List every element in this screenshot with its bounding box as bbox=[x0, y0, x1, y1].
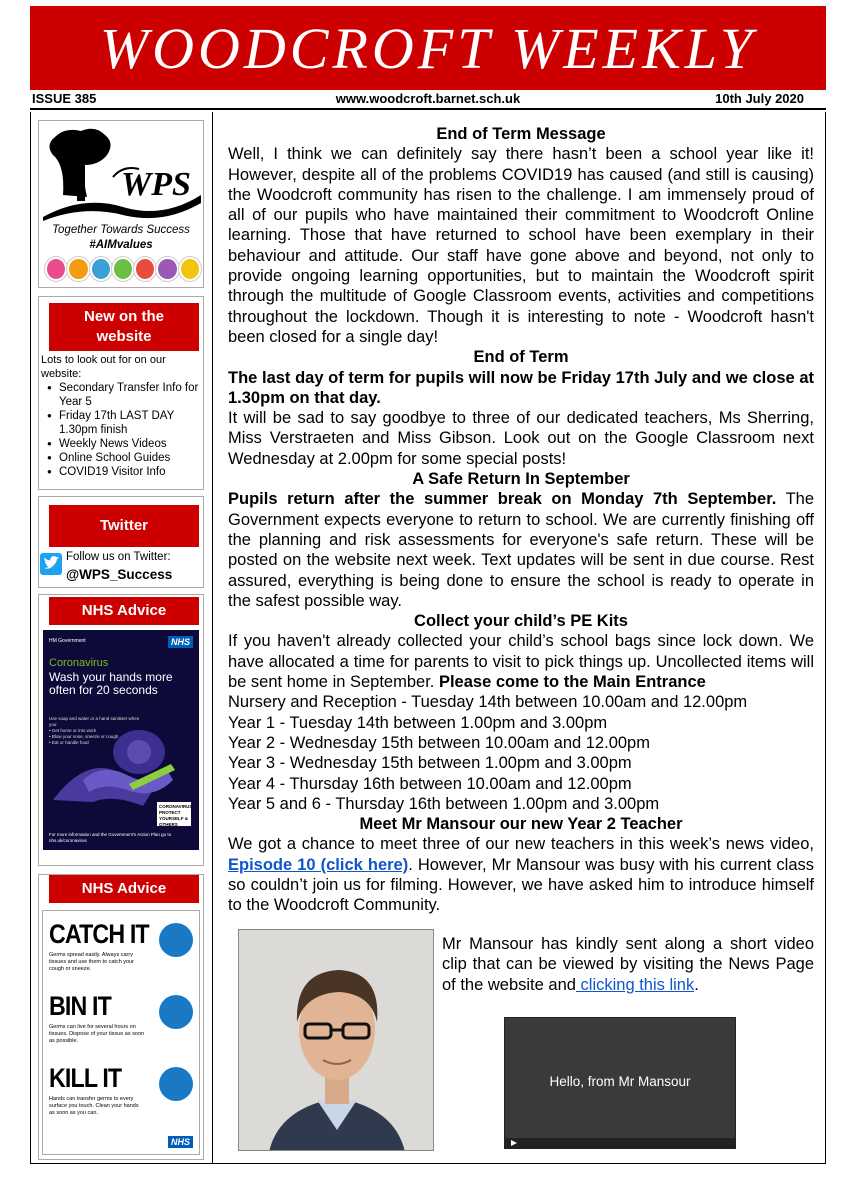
video-blurb bbox=[442, 934, 814, 995]
poster-tip: • Get home or into work bbox=[49, 728, 97, 733]
schedule-line: Year 2 - Wednesday 15th between 10.00am and 12.00pm bbox=[228, 733, 650, 752]
return-date-notice: Pupils return after the summer break on Monday 7th September. bbox=[228, 490, 777, 509]
masthead bbox=[30, 6, 826, 90]
end-of-term-heading: End of Term bbox=[473, 348, 569, 367]
wash-hands-poster bbox=[43, 630, 199, 850]
school-logo bbox=[43, 125, 201, 221]
new-on-website-box bbox=[38, 296, 204, 490]
video-blurb-text: Mr Mansour has kindly sent along a short video clip that can be viewed by visiting the News Page of the website and bbox=[442, 935, 814, 994]
list-item: ● Friday 17th LAST DAY 1.30pm finish bbox=[47, 409, 201, 437]
twitter-handle[interactable]: @WPS_Success bbox=[66, 567, 173, 582]
last-day-notice: The last day of term for pupils will now be Friday 17th July and we close at 1.30pm on that day. bbox=[228, 368, 814, 407]
kill-it-title: KILL IT bbox=[49, 1063, 122, 1093]
issue-bar bbox=[30, 90, 826, 110]
safe-return-text: The Government expects everyone to return to school. We are currently finishing off the planning and risk assessments for everyone's safe return. These will be posted on the website next week. Text updates will be sent in due course. Rest assured, everything is being done to ensure the school is ready to operate in the safest possible way. bbox=[228, 490, 815, 610]
nhs-advice-box-2 bbox=[38, 874, 204, 1160]
nhs-logo: NHS bbox=[168, 1136, 193, 1148]
protect-yourself-badge: CORONAVIRUS PROTECT YOURSELF & OTHERS bbox=[159, 804, 193, 827]
list-item: ● COVID19 Visitor Info bbox=[47, 465, 201, 479]
video-blurb-end: . bbox=[694, 975, 699, 994]
values-badges bbox=[45, 257, 201, 285]
schedule-line: Nursery and Reception - Tuesday 14th between 10.00am and 12.00pm bbox=[228, 693, 748, 712]
issue-number: ISSUE 385 bbox=[32, 91, 97, 106]
twitter-follow-text: Follow us on Twitter: bbox=[66, 551, 171, 563]
collection-schedule bbox=[228, 692, 814, 814]
nhs-advice-heading-2: NHS Advice bbox=[49, 875, 199, 903]
poster-title: Coronavirus bbox=[49, 657, 109, 669]
poster-tip: • Eat or handle food bbox=[49, 740, 89, 745]
poster-slogan: Wash your hands more often for 20 seconds bbox=[49, 670, 173, 697]
hand-wash-icon bbox=[159, 1067, 193, 1101]
nhs-advice-box bbox=[38, 594, 204, 866]
list-item: ● Online School Guides bbox=[47, 451, 201, 465]
end-of-term-text: It will be sad to say goodbye to three of our dedicated teachers, Ms Sherring, Miss Verstraeten and Miss Gibson. Look out on the Google Classroom next Wednesday at 2.00pm for some special posts! bbox=[228, 409, 814, 468]
episode-10-link[interactable]: Episode 10 (click here) bbox=[228, 855, 409, 874]
end-of-term-message-heading: End of Term Message bbox=[436, 125, 606, 143]
website-intro: Lots to look out for on our website: bbox=[41, 354, 166, 380]
bin-it-row bbox=[49, 991, 195, 1061]
mansour-text-before: We got a chance to meet three of our new teachers in this week’s news video, bbox=[228, 835, 814, 854]
value-badge-icon bbox=[90, 257, 112, 281]
video-controls[interactable] bbox=[505, 1138, 735, 1148]
clicking-this-link[interactable]: clicking this link bbox=[575, 975, 695, 994]
bin-icon bbox=[159, 995, 193, 1029]
poster-tip: Use soap and water or a hand sanitiser when you: bbox=[49, 716, 140, 727]
poster-tips bbox=[49, 716, 149, 746]
nhs-logo: NHS bbox=[168, 636, 193, 648]
list-item: ● Secondary Transfer Info for Year 5 bbox=[47, 381, 201, 409]
school-tagline: Together Towards Success bbox=[52, 224, 190, 236]
schedule-line: Year 3 - Wednesday 15th between 1.00pm and 3.00pm bbox=[228, 754, 632, 773]
video-caption: Hello, from Mr Mansour bbox=[549, 1074, 691, 1089]
twitter-bird-icon[interactable] bbox=[40, 553, 62, 575]
twitter-heading: Twitter bbox=[49, 505, 199, 547]
poster-tip: • Blow your nose, sneeze or cough bbox=[49, 734, 119, 739]
play-icon[interactable] bbox=[511, 1140, 517, 1146]
pe-kits-text: If you haven't already collected your child’s school bags since lock down. We have allocated a time for parents to visit to pick things up. Uncollected items will be sent home in September. bbox=[228, 632, 814, 692]
newsletter-frame bbox=[30, 112, 826, 1164]
value-badge-icon bbox=[112, 257, 134, 281]
catch-it-row bbox=[49, 919, 195, 989]
mansour-heading: Meet Mr Mansour our new Year 2 Teacher bbox=[359, 815, 683, 834]
school-logo-box bbox=[38, 120, 204, 288]
values-hashtag: #AIMvalues bbox=[89, 239, 153, 251]
school-url[interactable]: www.woodcroft.barnet.sch.uk bbox=[335, 91, 521, 106]
catch-it-title: CATCH IT bbox=[49, 919, 149, 949]
article-body bbox=[228, 124, 814, 916]
mr-mansour-photo bbox=[238, 929, 434, 1151]
bin-it-title: BIN IT bbox=[49, 991, 111, 1021]
value-badge-icon bbox=[45, 257, 67, 281]
newsletter-title: WOODCROFT WEEKLY bbox=[99, 16, 757, 81]
mansour-text-after: . However, Mr Mansour was busy with his current class so couldn’t join us for filming. However, we have asked him to introduce himself to the Woodcroft Community. bbox=[228, 855, 814, 915]
poster-footer: For more information and the Government's Action Plan go to nhs.uk/coronavirus bbox=[49, 832, 172, 843]
safe-return-heading: A Safe Return In September bbox=[412, 470, 630, 489]
new-on-website-heading: New on the website bbox=[49, 303, 199, 351]
end-of-term-message-text: Well, I think we can definitely say there hasn’t been a school year like it! However, despite all of the problems COVID19 has caused (and still is causing) the Woodcroft community has risen to the challenge. I am immensely proud of all of our pupils who have maintained their commitment to Woodcroft Online learning. Those that have returned to school have been exemplary in their behaviour and attitude. Our staff have gone above and beyond, not only to provide ongoing learning opportunities, but to maintain the Woodcroft spirit through the multitude of Google Classroom events, activities and competitions throughout the lockdown. Though it is interesting to note - Woodcroft hasn't been closed for a single day! bbox=[228, 145, 814, 346]
value-badge-icon bbox=[67, 257, 89, 281]
bin-it-text: Germs can live for several hours on tissues. Dispose of your tissue as soon as possible. bbox=[49, 1024, 145, 1044]
value-badge-icon bbox=[179, 257, 201, 281]
logo-text: WPS bbox=[121, 166, 191, 203]
kill-it-text: Hands can transfer germs to every surface you touch. Clean your hands as soon as you can. bbox=[49, 1096, 139, 1116]
main-entrance-notice: Please come to the Main Entrance bbox=[438, 673, 706, 692]
list-item: ● Weekly News Videos bbox=[47, 437, 201, 451]
hm-government-label: HM Government bbox=[49, 638, 86, 644]
video-thumbnail[interactable] bbox=[504, 1017, 736, 1149]
sidebar bbox=[31, 112, 213, 1163]
catch-it-text: Germs spread easily. Always carry tissues and use them to catch your cough or sneeze. bbox=[49, 952, 134, 972]
schedule-line: Year 1 - Tuesday 14th between 1.00pm and 3.00pm bbox=[228, 713, 608, 732]
issue-date: 10th July 2020 bbox=[715, 91, 804, 106]
value-badge-icon bbox=[156, 257, 178, 281]
value-badge-icon bbox=[134, 257, 156, 281]
website-list bbox=[47, 381, 201, 479]
catch-bin-kill-poster bbox=[42, 910, 200, 1155]
kill-it-row bbox=[49, 1063, 195, 1133]
twitter-box bbox=[38, 496, 204, 588]
nhs-advice-heading: NHS Advice bbox=[49, 597, 199, 625]
main-content bbox=[214, 112, 827, 1163]
schedule-line: Year 5 and 6 - Thursday 16th between 1.00pm and 3.00pm bbox=[228, 794, 660, 813]
pe-kits-heading: Collect your child’s PE Kits bbox=[414, 612, 628, 631]
schedule-line: Year 4 - Thursday 16th between 10.00am and 12.00pm bbox=[228, 774, 632, 793]
tissue-icon bbox=[159, 923, 193, 957]
